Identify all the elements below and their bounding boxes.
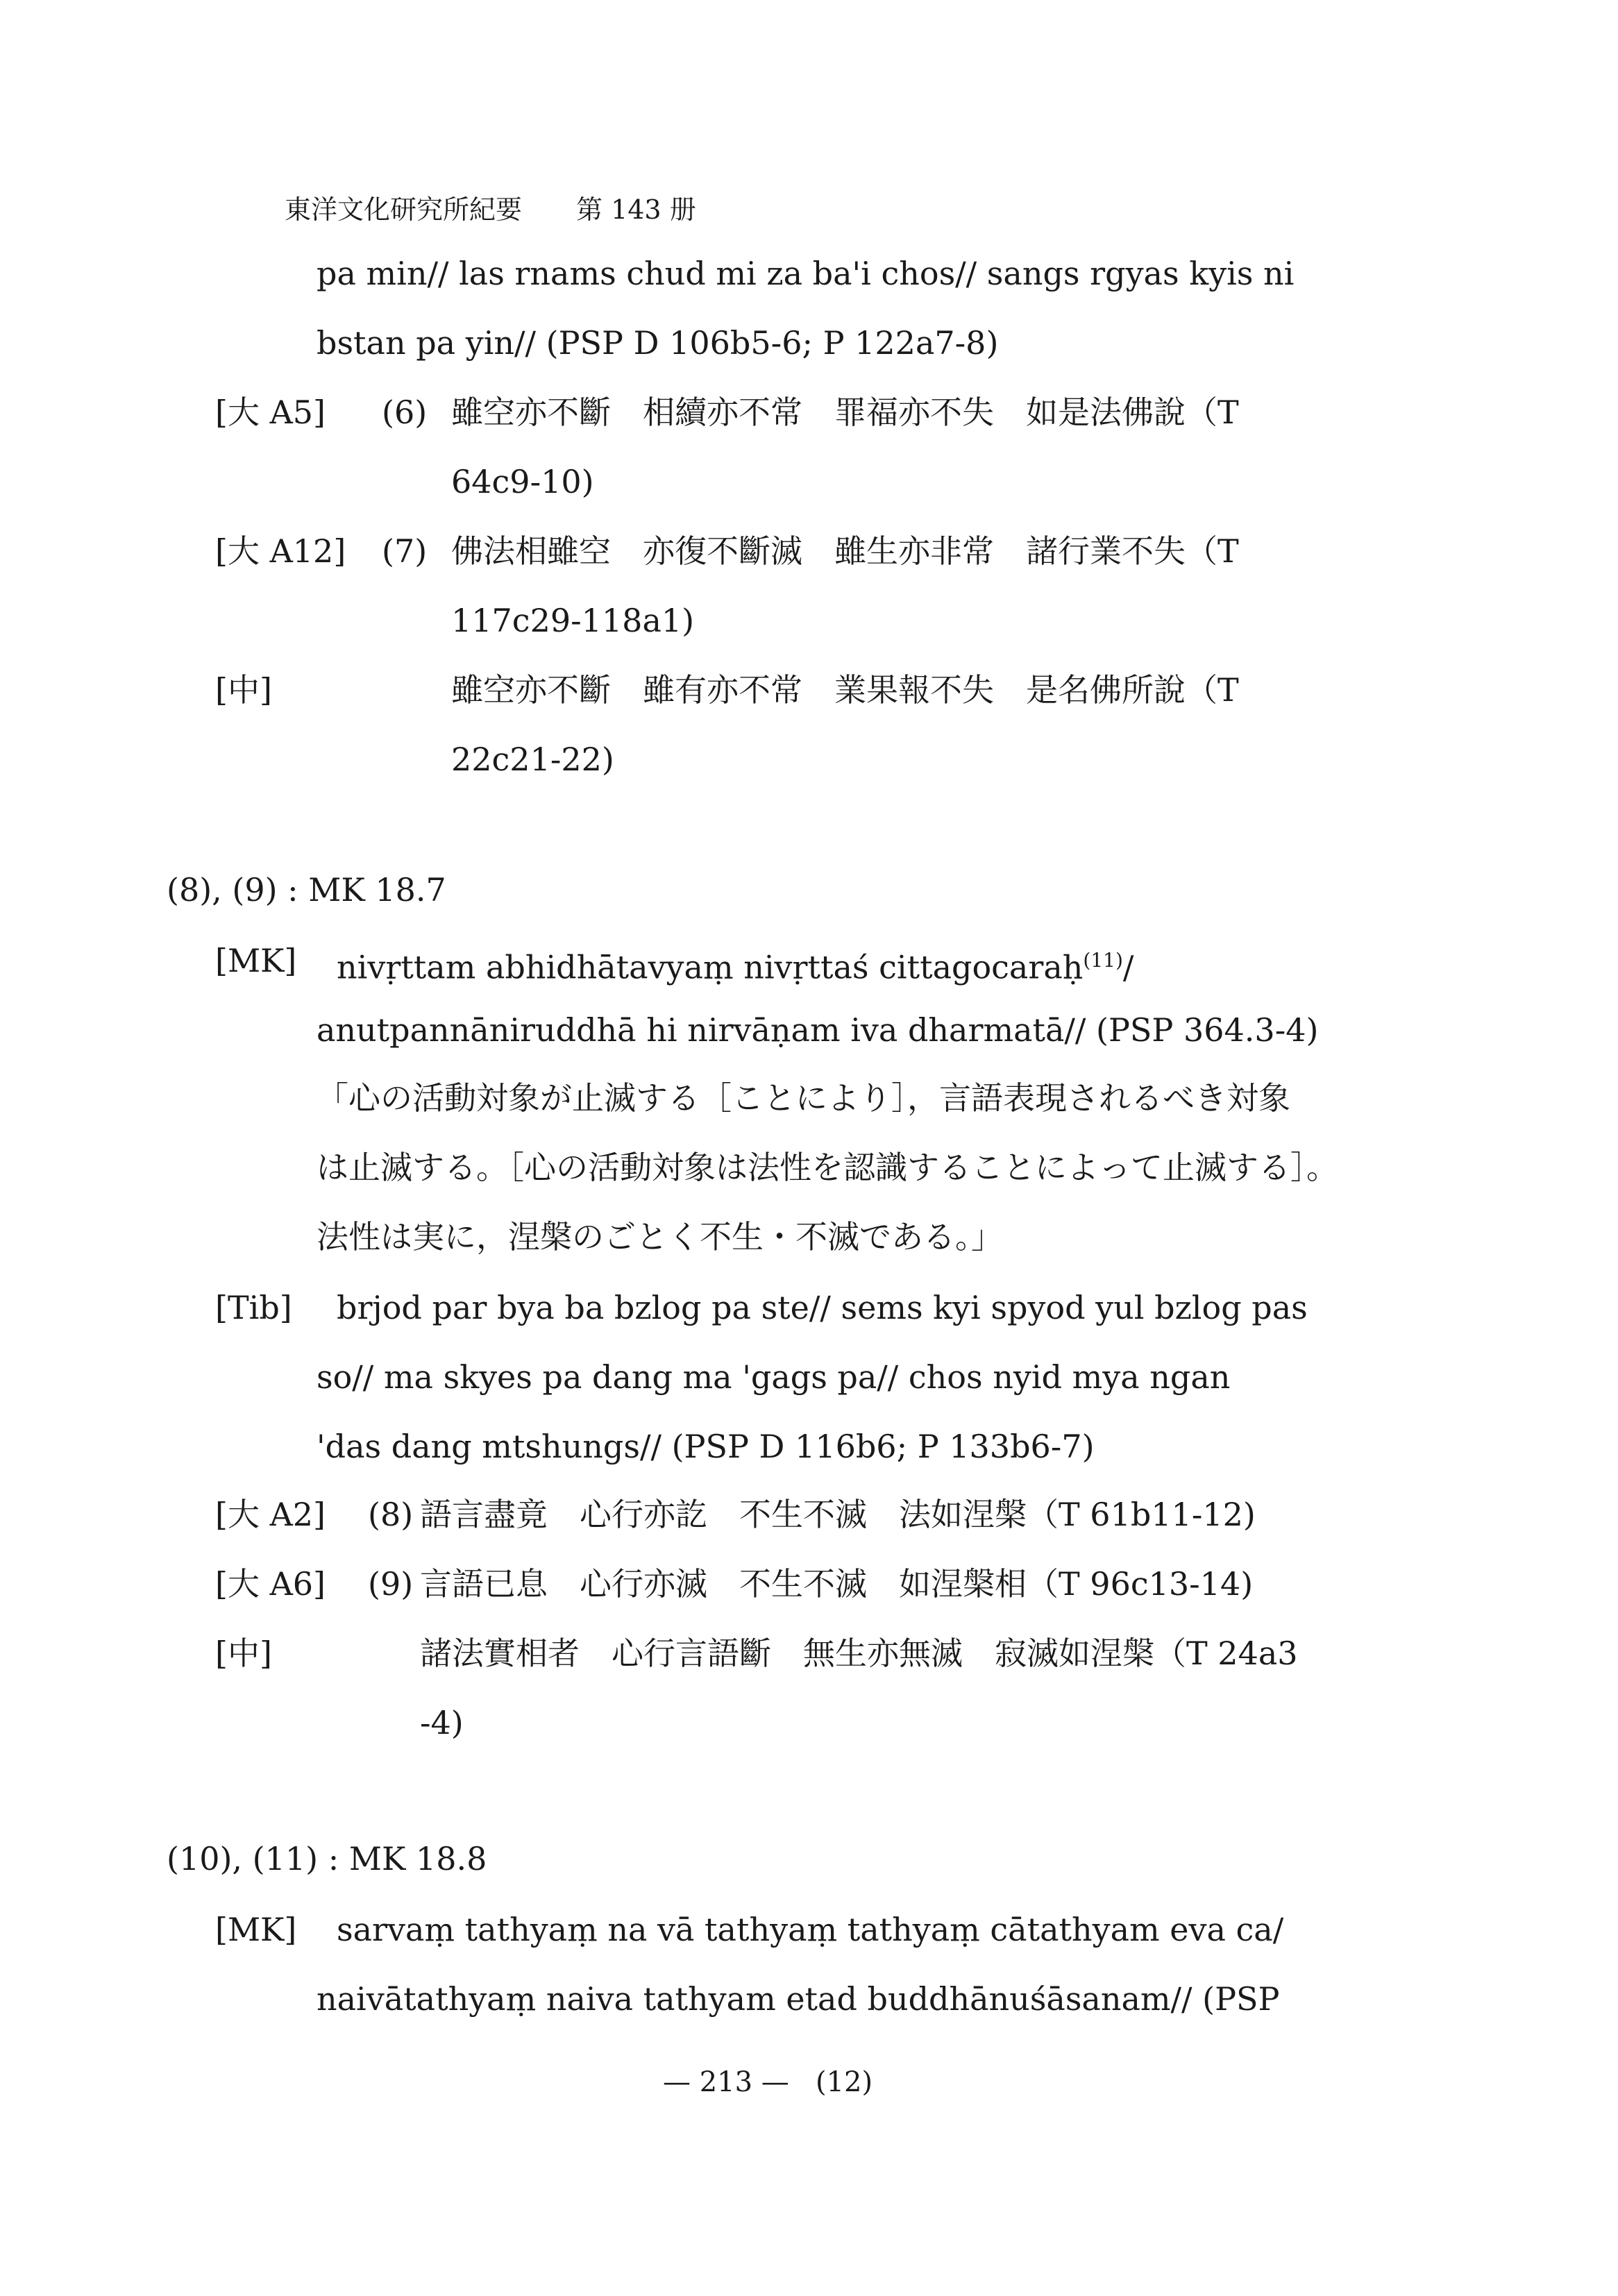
tib-label: [Tib] — [215, 1289, 292, 1326]
entry-text: 64c9-10) — [451, 463, 594, 500]
mk-label: [MK] — [215, 942, 297, 979]
verse-slash: / — [1122, 948, 1134, 986]
tibetan-text: so// ma skyes pa dang ma 'gags pa// chos nyid mya ngan — [317, 1358, 1231, 1396]
sanskrit-text: naivātathyaṃ naiva tathyam etad buddhānuśāsanam// (PSP — [317, 1980, 1280, 2018]
journal-title: 東洋文化研究所紀要 — [285, 194, 523, 225]
entry-text: 佛法相雖空 亦復不斷滅 雖生亦非常 諸行業不失（T — [451, 532, 1239, 570]
entry-text: 言語已息 心行亦滅 不生不滅 如涅槃相（T 96c13-14) — [420, 1565, 1254, 1603]
mk-label: [MK] — [215, 1911, 297, 1948]
tibetan-text: brjod par bya ba bzlog pa ste// sems kyi spyod yul bzlog pas — [337, 1289, 1308, 1326]
japanese-text: 法性は実に，涅槃のごとく不生・不滅である。」 — [317, 1218, 1003, 1256]
sanskrit-text — [337, 940, 1134, 988]
heading-text: (10), (11) : MK 18.8 — [167, 1840, 487, 1877]
japanese-text: 「心の活動対象が止滅する［ことにより］，言語表現されるべき対象 — [317, 1079, 1290, 1117]
entry-text: 雖空亦不斷 相續亦不常 罪福亦不失 如是法佛說（T — [451, 394, 1239, 431]
page-number: — 213 — — [663, 2066, 789, 2098]
verse-text: nivṛttam abhidhātavyaṃ nivṛttaś cittagocaraḥ — [337, 948, 1084, 986]
entry-label: [大 A5] — [215, 394, 326, 431]
entry-label: [大 A12] — [215, 532, 346, 570]
tibetan-text: pa min// las rnams chud mi za ba'i chos// sangs rgyas kyis ni — [317, 255, 1295, 292]
entry-number: (6) — [382, 394, 428, 431]
entry-text: -4) — [420, 1704, 464, 1741]
entry-text: 117c29-118a1) — [451, 602, 695, 639]
entry-number: (9) — [368, 1565, 414, 1603]
entry-text: 雖空亦不斷 雖有亦不常 業果報不失 是名佛所說（T — [451, 671, 1239, 709]
entry-text: 22c21-22) — [451, 741, 614, 778]
entry-text: 語言盡竟 心行亦訖 不生不滅 法如涅槃（T 61b11-12) — [420, 1496, 1256, 1533]
sanskrit-text: anutpannāniruddhā hi nirvāṇam iva dharmatā// (PSP 364.3-4) — [317, 1011, 1319, 1049]
entry-label: [中] — [215, 671, 272, 709]
japanese-text: は止滅する。［心の活動対象は法性を認識することによって止滅する］。 — [317, 1149, 1338, 1186]
heading-text: (8), (9) : MK 18.7 — [167, 871, 446, 909]
entry-label: [大 A6] — [215, 1565, 326, 1603]
page-subnumber: (12) — [816, 2066, 873, 2098]
tibetan-text: bstan pa yin// (PSP D 106b5-6; P 122a7-8) — [317, 324, 999, 362]
tibetan-text: 'das dang mtshungs// (PSP D 116b6; P 133b6-7) — [317, 1428, 1095, 1465]
volume-number: 第 143 册 — [576, 194, 696, 225]
sanskrit-text: sarvaṃ tathyaṃ na vā tathyaṃ tathyaṃ cātathyam eva ca/ — [337, 1911, 1284, 1948]
entry-text: 諸法實相者 心行言語斷 無生亦無滅 寂滅如涅槃（T 24a3 — [420, 1635, 1298, 1672]
entry-label: [中] — [215, 1635, 272, 1672]
entry-number: (7) — [382, 532, 428, 570]
footnote-ref: (11) — [1083, 949, 1123, 972]
entry-number: (8) — [368, 1496, 414, 1533]
entry-label: [大 A2] — [215, 1496, 326, 1533]
